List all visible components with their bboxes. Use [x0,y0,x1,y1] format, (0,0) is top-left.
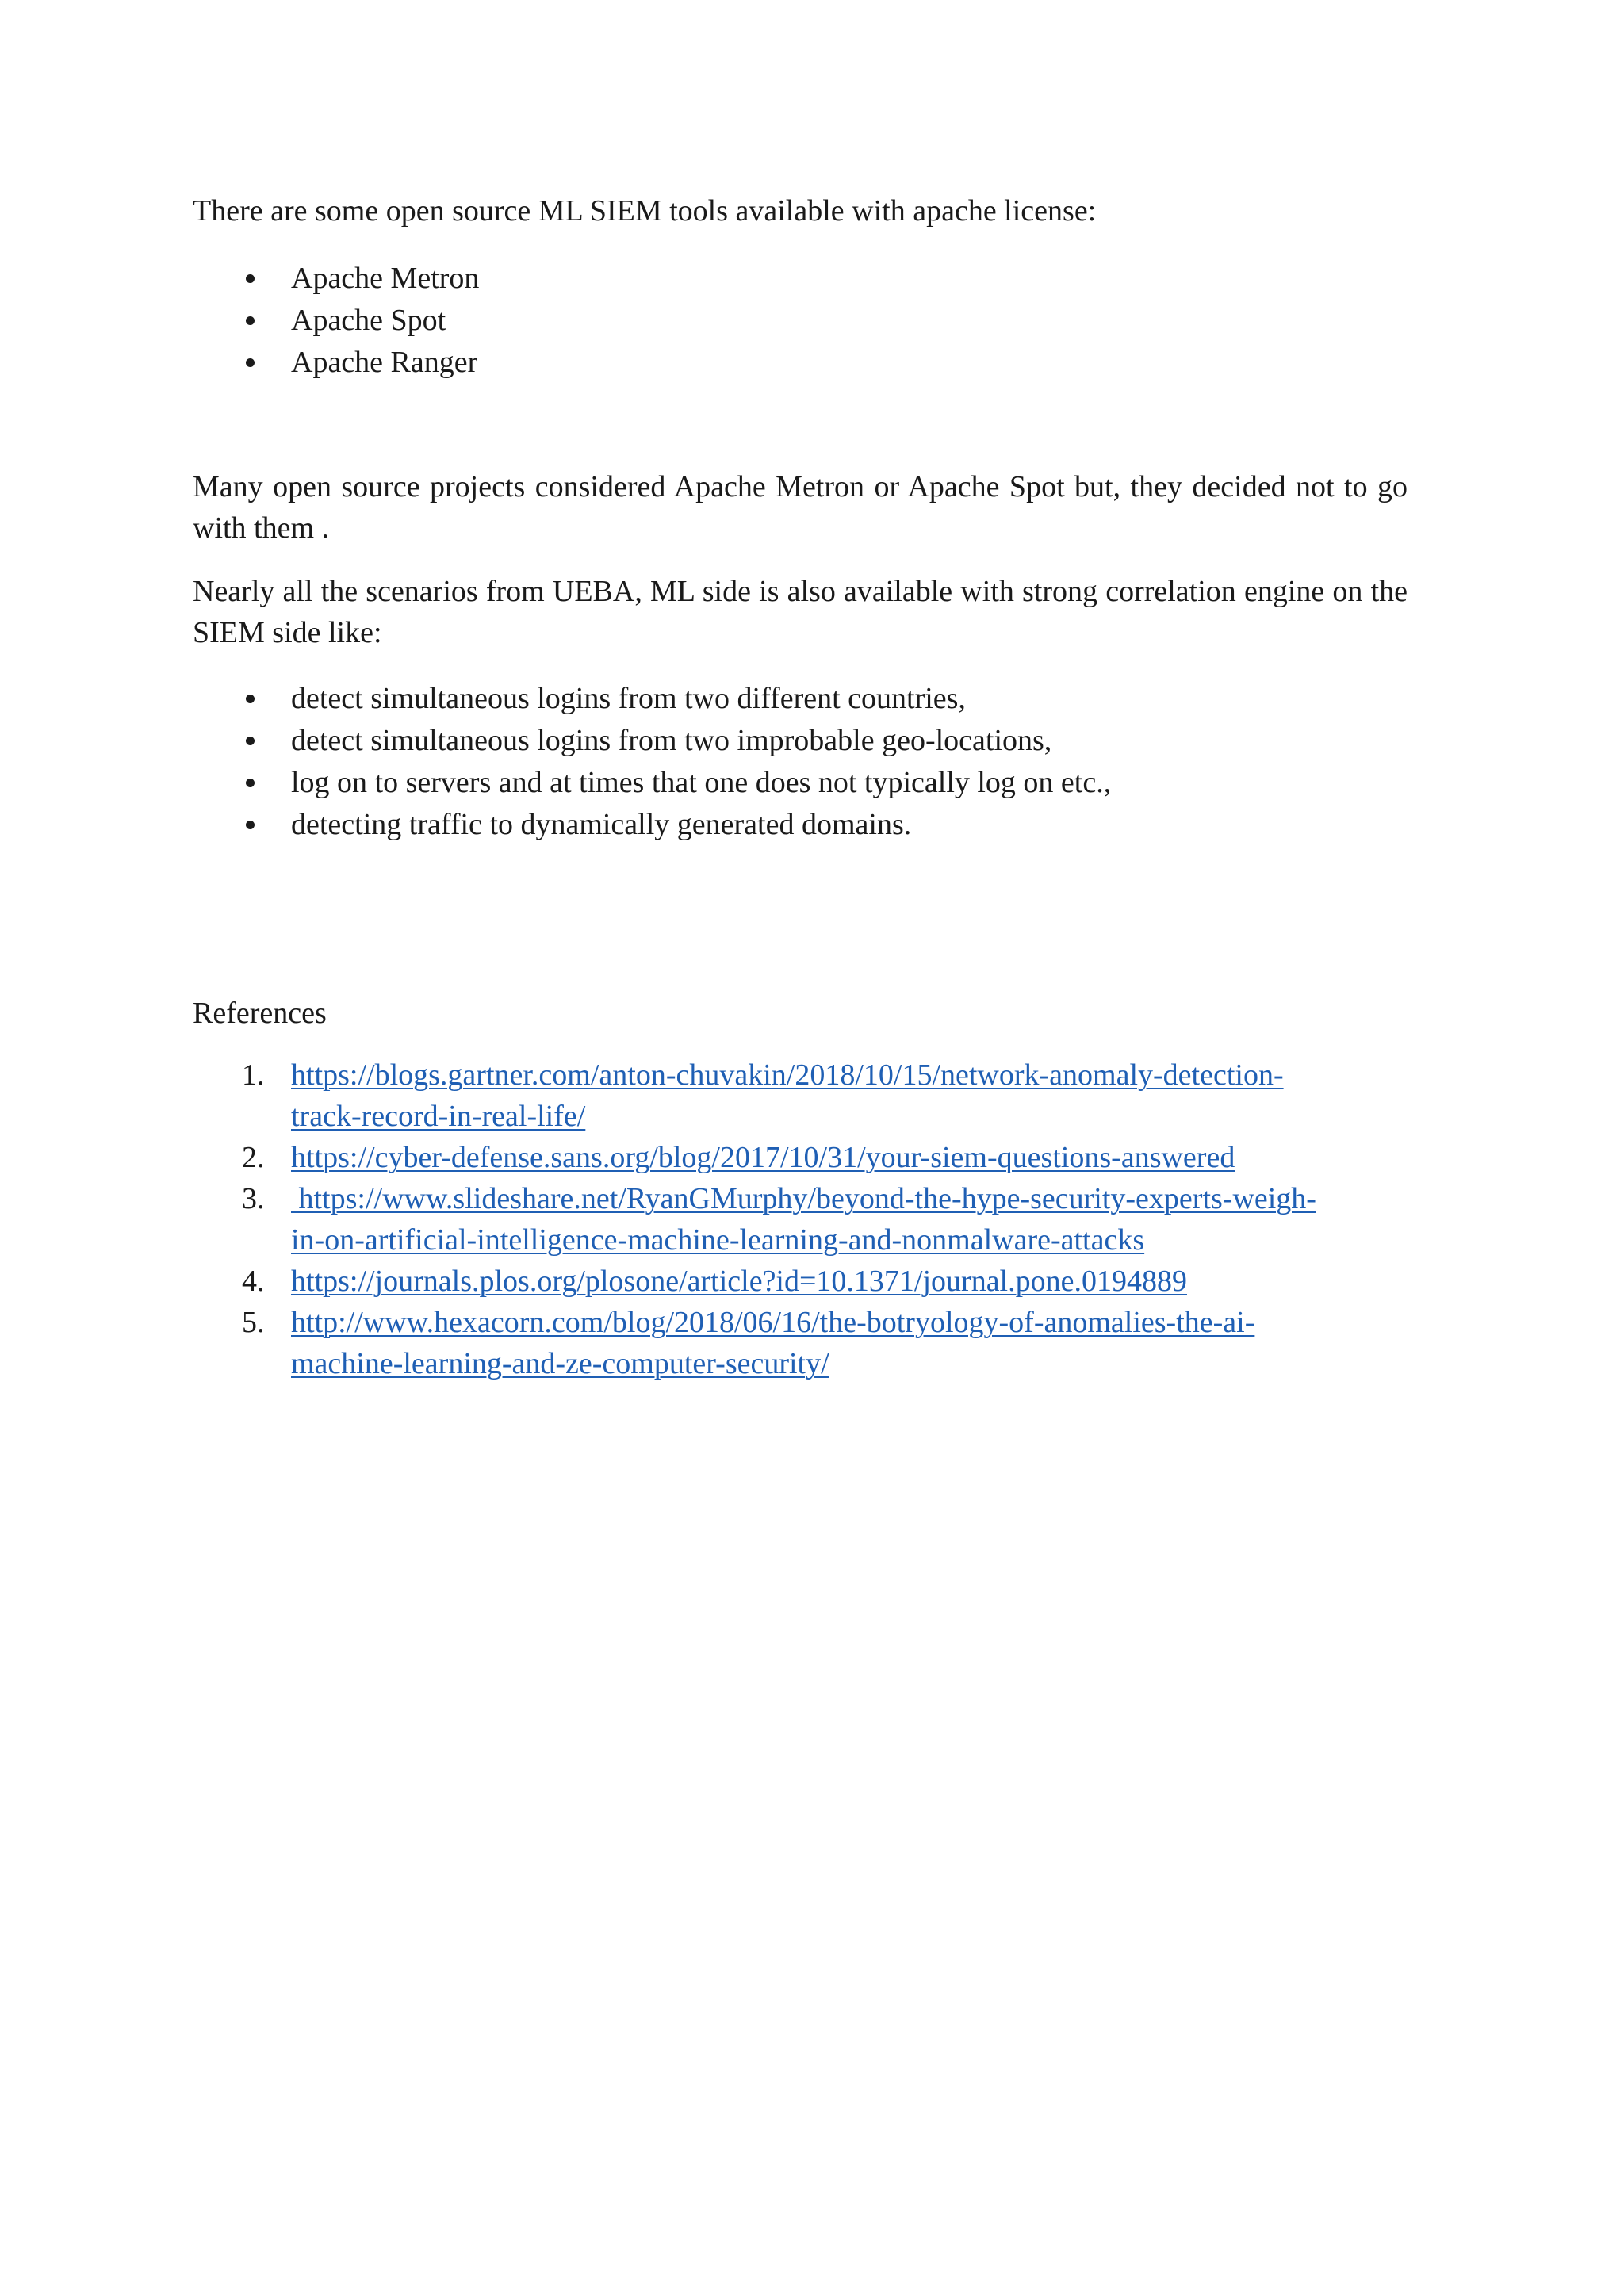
list-item: Apache Metron [193,258,1408,300]
scenarios-list-section [193,678,1408,846]
references-heading-section [193,993,1408,1034]
reference-item [193,1302,1408,1384]
reference-item [193,1261,1408,1302]
paragraph-2-section [193,571,1408,653]
reference-link-3[interactable]: https://www.slideshare.net/RyanGMurphy/beyond-the-hype-security-experts-weigh- in-on-artificial-intelligence-machine-learning-and-nonmalware-attacks [291,1182,1316,1257]
reference-item [193,1137,1408,1178]
reference-item [193,1054,1408,1137]
list-item: detect simultaneous logins from two different countries, [193,678,1408,720]
list-item: Apache Ranger [193,342,1408,384]
bullet-icon [246,695,255,703]
references-heading: References [193,997,327,1030]
reference-link-2[interactable]: https://cyber-defense.sans.org/blog/2017/10/31/your-siem-questions-answered [291,1141,1235,1174]
list-item: detecting traffic to dynamically generated domains. [193,804,1408,846]
tools-list-section [193,258,1408,384]
reference-link-1[interactable]: https://blogs.gartner.com/anton-chuvakin/2018/10/15/network-anomaly-detection- track-record-in-real-life/ [291,1058,1284,1133]
reference-number: 4. [242,1265,265,1298]
list-item: log on to servers and at times that one does not typically log on etc., [193,762,1408,804]
bullet-icon [246,316,255,325]
list-item: detect simultaneous logins from two improbable geo-locations, [193,720,1408,762]
reference-number: 2. [242,1141,265,1174]
reference-number: 3. [242,1182,265,1215]
paragraph-2: Nearly all the scenarios from UEBA, ML side is also available with strong correlation engine on the SIEM side like: [193,575,1408,649]
paragraph-1: Many open source projects considered Apache Metron or Apache Spot but, they decided not to go with them . [193,470,1408,545]
intro-section [193,190,1408,232]
bullet-icon [246,358,255,367]
bullet-icon [246,737,255,745]
paragraph-1-section [193,466,1408,549]
references-section [193,1054,1408,1384]
bullet-icon [246,274,255,283]
reference-item [193,1178,1408,1261]
intro-text: There are some open source ML SIEM tools available with apache license: [193,194,1097,228]
list-item: Apache Spot [193,300,1408,342]
reference-link-5[interactable]: http://www.hexacorn.com/blog/2018/06/16/the-botryology-of-anomalies-the-ai- machine-learning-and-ze-computer-security/ [291,1306,1255,1380]
references-list [193,1054,1408,1384]
bullet-icon [246,779,255,787]
reference-link-4[interactable]: https://journals.plos.org/plosone/article?id=10.1371/journal.pone.0194889 [291,1265,1187,1298]
bullet-icon [246,821,255,829]
reference-number: 1. [242,1058,265,1092]
scenarios-list [193,678,1408,846]
reference-number: 5. [242,1306,265,1339]
tools-list [193,258,1408,384]
